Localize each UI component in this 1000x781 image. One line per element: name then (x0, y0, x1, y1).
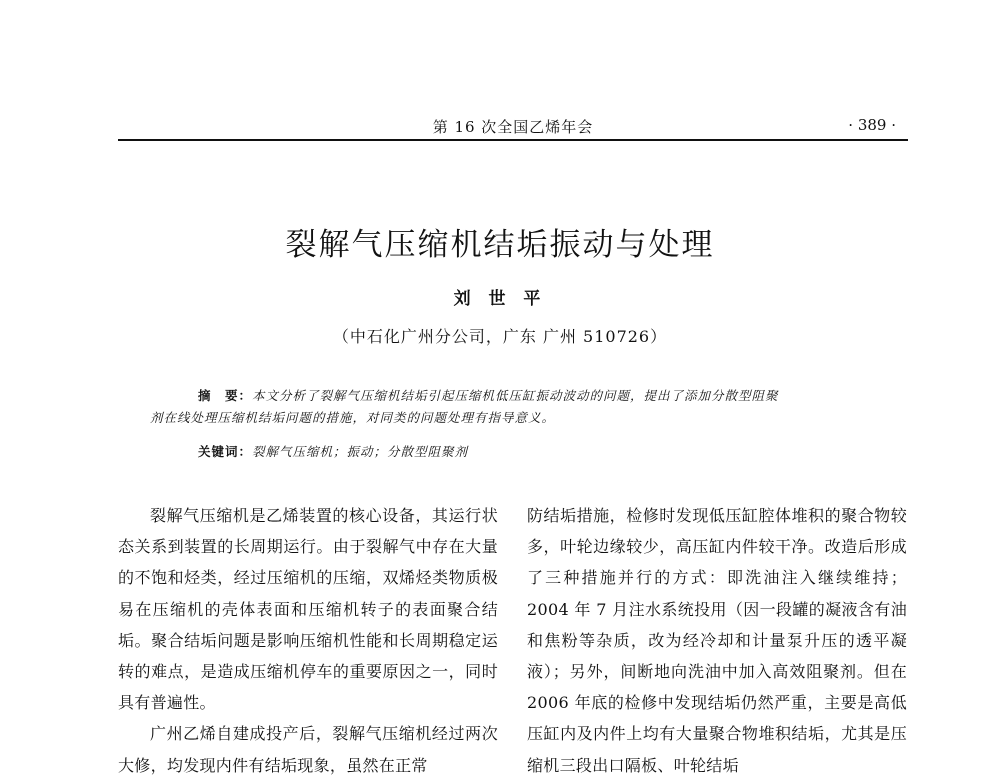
abstract-label: 摘 要： (198, 388, 253, 403)
author: 刘 世 平 (453, 289, 547, 309)
body-column-left (118, 500, 498, 781)
keywords (198, 441, 848, 463)
abstract-line-2: 剂在线处理压缩机结垢问题的措施，对同类的问题处理有指导意义。 (150, 410, 556, 425)
abstract-text-1: 本文分析了裂解气压缩机结垢引起压缩机低压缸振动波动的问题，提出了添加分散型阻聚 (252, 388, 779, 403)
keywords-text: 裂解气压缩机；振动；分散型阻聚剂 (252, 444, 469, 459)
abstract-line-1 (150, 385, 850, 407)
body-paragraph: 裂解气压缩机是乙烯装置的核心设备，其运行状态关系到装置的长周期运行。由于裂解气中存在大量的不饱和烃类，经过压缩机的压缩，双烯烃类物质极易在压缩机的壳体表面和压缩机转子的表面聚合结垢。聚合结垢问题是影响压缩机性能和长周期稳定运转的难点，是造成压缩机停车的重要原因之一，同时具有普遍性。 (118, 506, 498, 713)
body-column-right (527, 500, 907, 781)
page-number: · 389 · (848, 116, 896, 134)
affiliation: （中石化广州分公司，广东 广州 510726） (332, 327, 668, 346)
paper-title: 裂解气压缩机结垢振动与处理 (285, 226, 715, 263)
body-paragraph: 防结垢措施，检修时发现低压缸腔体堆积的聚合物较多，叶轮边缘较少，高压缸内件较干净。改造后形成了三种措施并行的方式：即洗油注入继续维持；2004 年 7 月注水系统投用（因一段罐的凝液含有油和焦粉等杂质，改为经冷却和计量泵升压的透平凝液）；另外，间断地向洗油中加入高效阻聚剂。但在 2006 年底的检修中发现结垢仍然严重，主要是高低压缸内及内件上均有大量聚合物堆积结垢，尤其是压缩机三段出口隔板、叶轮结垢 (527, 506, 907, 775)
abstract (150, 385, 850, 429)
running-header (118, 114, 908, 140)
header-rule (118, 139, 908, 141)
body-paragraph: 广州乙烯自建成投产后，裂解气压缩机经过两次大修，均发现内件有结垢现象，虽然在正常 (118, 724, 498, 775)
conference-name: 第 16 次全国乙烯年会 (432, 118, 594, 136)
keywords-label: 关键词： (198, 444, 253, 459)
